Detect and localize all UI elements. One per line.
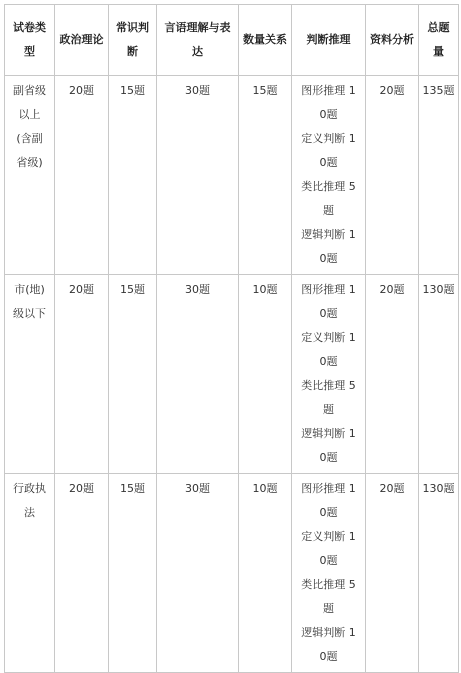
reasoning-item: 图形推理 10题	[301, 482, 356, 519]
table-row	[5, 76, 459, 275]
cell-common: 15题	[109, 474, 157, 673]
reasoning-item: 类比推理 5题	[301, 379, 356, 416]
cell-politics: 20题	[55, 474, 109, 673]
cell-verbal: 30题	[157, 76, 239, 275]
reasoning-item: 类比推理 5题	[301, 578, 356, 615]
cell-politics: 20题	[55, 76, 109, 275]
cell-reasoning	[292, 76, 366, 275]
cell-reasoning	[292, 275, 366, 474]
reasoning-item: 定义判断 10题	[301, 132, 356, 169]
reasoning-item: 图形推理 10题	[301, 84, 356, 121]
header-row	[5, 5, 459, 76]
reasoning-item: 定义判断 10题	[301, 530, 356, 567]
reasoning-item: 逻辑判断 10题	[301, 228, 356, 265]
cell-politics: 20题	[55, 275, 109, 474]
col-header-total: 总题量	[419, 5, 459, 76]
reasoning-item: 逻辑判断 10题	[301, 427, 356, 464]
cell-type: 副省级以上(含副省级)	[5, 76, 55, 275]
col-header-data: 资料分析	[366, 5, 419, 76]
reasoning-item: 类比推理 5题	[301, 180, 356, 217]
exam-table	[4, 4, 459, 673]
cell-type: 市(地)级以下	[5, 275, 55, 474]
cell-data: 20题	[366, 275, 419, 474]
col-header-type: 试卷类型	[5, 5, 55, 76]
reasoning-item: 逻辑判断 10题	[301, 626, 356, 663]
reasoning-item: 图形推理 10题	[301, 283, 356, 320]
cell-verbal: 30题	[157, 474, 239, 673]
cell-data: 20题	[366, 76, 419, 275]
cell-total: 135题	[419, 76, 459, 275]
cell-common: 15题	[109, 275, 157, 474]
cell-total: 130题	[419, 474, 459, 673]
col-header-quant: 数量关系	[239, 5, 292, 76]
reasoning-item: 定义判断 10题	[301, 331, 356, 368]
cell-data: 20题	[366, 474, 419, 673]
cell-quant: 10题	[239, 275, 292, 474]
cell-common: 15题	[109, 76, 157, 275]
cell-verbal: 30题	[157, 275, 239, 474]
col-header-verbal: 言语理解与表达	[157, 5, 239, 76]
cell-quant: 15题	[239, 76, 292, 275]
col-header-politics: 政治理论	[55, 5, 109, 76]
cell-type: 行政执法	[5, 474, 55, 673]
table-row	[5, 474, 459, 673]
col-header-common: 常识判断	[109, 5, 157, 76]
cell-total: 130题	[419, 275, 459, 474]
table-row	[5, 275, 459, 474]
cell-quant: 10题	[239, 474, 292, 673]
col-header-reasoning: 判断推理	[292, 5, 366, 76]
cell-reasoning	[292, 474, 366, 673]
